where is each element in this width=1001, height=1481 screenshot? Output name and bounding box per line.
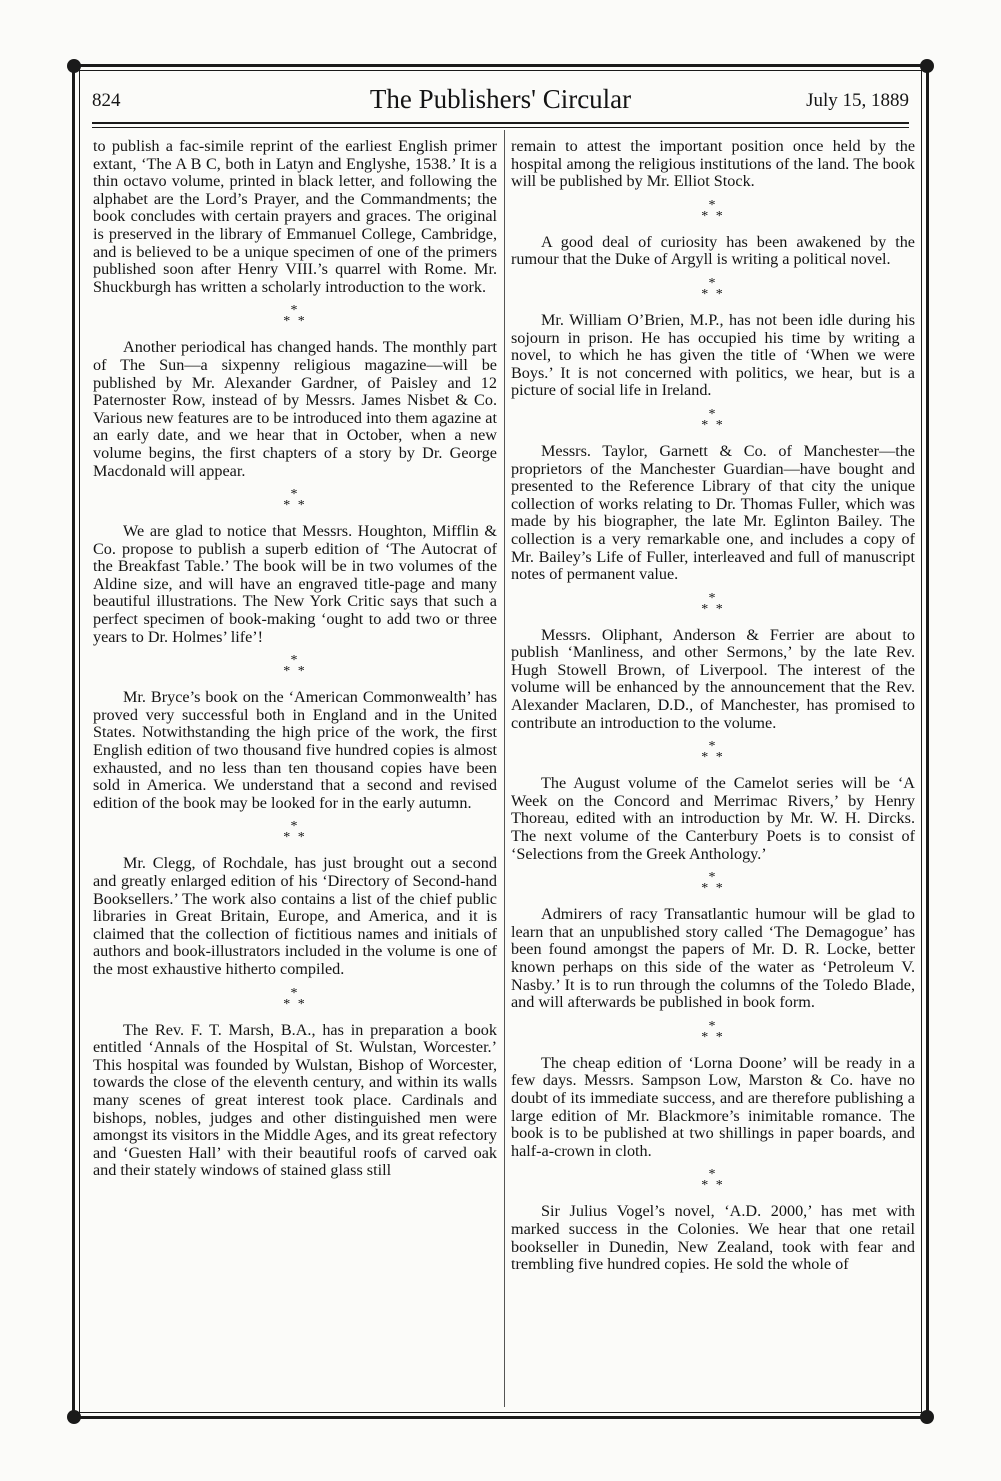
corner-ornament-top-right bbox=[920, 59, 934, 73]
paragraph: Mr. Bryce’s book on the ‘American Commonwealth’ has proved very successful both in England and in the United States. Notwithstanding the high price of the work, the first English edition of two thousand five hundred copies is almost exhausted, and no less than ten thousand copies have been sold in America. We understand that a second and revised edition of the book may be looked for in the early autumn. bbox=[93, 688, 497, 812]
bottom-rule bbox=[70, 1412, 931, 1413]
section-separator: * * * bbox=[701, 197, 725, 224]
issue-date: July 15, 1889 bbox=[806, 90, 909, 111]
section-separator: * * * bbox=[701, 590, 725, 617]
paragraph: Mr. Clegg, of Rochdale, has just brought out a second and greatly enlarged edition of his ‘Directory of Second-hand Booksellers.’ The work also contains a list of the chief public libraries in Great Britain, Europe, and America, and it is claimed that the collection of fictitious names and initials of authors and book-illustrators included in the volume is one of the most exhaustive hitherto compiled. bbox=[93, 854, 497, 978]
top-rule bbox=[70, 64, 931, 67]
paragraph: Sir Julius Vogel’s novel, ‘A.D. 2000,’ has met with marked success in the Colonies. We hear that one retail bookseller in Dunedin, New Zealand, took with fear and trembling five hundred copies. He sold the whole of bbox=[511, 1202, 915, 1274]
paragraph: The cheap edition of ‘Lorna Doone’ will be ready in a few days. Messrs. Sampson Low, Marston & Co. have no doubt of its immediate success, and are therefore publishing a large edition of Mr. Blackmore’s inimitable romance. The book is to be published at two shillings in paper boards, and half-a-crown in cloth. bbox=[511, 1053, 915, 1160]
section-separator: * * * bbox=[283, 303, 307, 330]
paragraph: The Rev. F. T. Marsh, B.A., has in preparation a book entitled ‘Annals of the Hospital of St. Wulstan, Worcester.’ This hospital was founded by Wulstan, Bishop of Worcester, towards the close of the eleventh century, and within its walls many scenes of great interest took place. Cardinals and bishops, nobles, judges and other distinguished men were amongst its visitors in the Middle Ages, and its great refectory and ‘Guesten Hall’ with their beautiful roofs of carved oak and their stately windows of stained glass still bbox=[93, 1020, 497, 1180]
section-separator: * * * bbox=[701, 406, 725, 433]
right-border-thin bbox=[921, 64, 922, 1419]
section-separator: * * * bbox=[701, 870, 725, 897]
bottom-rule-thick bbox=[70, 1416, 931, 1419]
section-separator: * * * bbox=[701, 275, 725, 302]
page-title: The Publishers' Circular bbox=[369, 84, 632, 114]
corner-ornament-bottom-right bbox=[920, 1410, 934, 1424]
paragraph: We are glad to notice that Messrs. Houghton, Mifflin & Co. propose to publish a superb edition of ‘The Autocrat of the Breakfast Table.’ The book will be in two volumes of the Aldine size, and will have an engraved title-page and many beautiful illustrations. The New York Critic says that such a perfect specimen of book-making ‘ought to add two or three years to Dr. Holmes’ life’! bbox=[93, 522, 497, 646]
right-column bbox=[511, 138, 915, 1274]
left-border-thin bbox=[79, 64, 80, 1419]
running-header bbox=[92, 84, 909, 118]
paragraph: Admirers of racy Transatlantic humour will be glad to learn that an unpublished story called ‘The Demagogue’ has been found amongst the papers of Mr. D. R. Locke, better known perhaps on this side of the water as ‘Petroleum V. Nasby.’ It is to run through the columns of the Toledo Blade, and will afterwards be published in book form. bbox=[511, 905, 915, 1012]
section-separator: * * * bbox=[283, 653, 307, 680]
section-separator: * * * bbox=[701, 1018, 725, 1045]
paragraph: Messrs. Taylor, Garnett & Co. of Manchester—the proprietors of the Manchester Guardian—have bought and presented to the Reference Library of that city the unique collection of works relating to Dr. Thomas Fuller, which was made by his biographer, the late Mr. Eglinton Bailey. The collection is a very remarkable one, and includes a copy of Mr. Bailey’s Life of Fuller, interleaved and full of manuscript notes of permanent value. bbox=[511, 441, 915, 584]
section-separator: * * * bbox=[701, 739, 725, 766]
paragraph: remain to attest the important position once held by the hospital among the religious institutions of the land. The book will be published by Mr. Elliot Stock. bbox=[511, 137, 915, 191]
right-border bbox=[926, 64, 929, 1419]
column-divider bbox=[504, 130, 505, 1407]
paragraph: Another periodical has changed hands. The monthly part of The Sun—a sixpenny religious magazine—will be published by Mr. Alexander Gardner, of Paisley and 12 Paternoster Row, instead of by Messrs. James Nisbet & Co. Various new features are to be introduced into them agazine at an early date, and we hear that in October, when a new volume begins, the first chapters of a story by Dr. George Macdonald will appear. bbox=[93, 338, 497, 480]
section-separator: * * * bbox=[283, 487, 307, 514]
corner-ornament-top-left bbox=[67, 59, 81, 73]
left-border bbox=[72, 64, 75, 1419]
section-separator: * * * bbox=[283, 985, 307, 1012]
paragraph: A good deal of curiosity has been awakened by the rumour that the Duke of Argyll is writing a political novel. bbox=[511, 232, 915, 269]
corner-ornament-bottom-left bbox=[67, 1410, 81, 1424]
header-rule-thin bbox=[92, 127, 909, 128]
top-rule-thin bbox=[70, 70, 931, 71]
paragraph: to publish a fac-simile reprint of the earliest English primer extant, ‘The A B C, both in Latyn and Englyshe, 1538.’ It is a thin octavo volume, printed in black letter, and following the alphabet are the Lord’s Prayer, and the Commandments; the book concludes with certain prayers and graces. The original is preserved in the library of Emmanuel College, Cambridge, and is believed to be a unique specimen of one of the primers published soon after Henry VIII.’s quarrel with Rome. Mr. Shuckburgh has written a scholarly introduction to the work. bbox=[93, 137, 497, 296]
paragraph: Messrs. Oliphant, Anderson & Ferrier are about to publish ‘Manliness, and other Sermons,’ by the late Rev. Hugh Stowell Brown, of Liverpool. The interest of the volume will be enhanced by the announcement that the Rev. Alexander Maclaren, D.D., of Manchester, has promised to contribute an introduction to the volume. bbox=[511, 625, 915, 732]
header-rule bbox=[92, 122, 909, 124]
page-number: 824 bbox=[92, 90, 121, 111]
paragraph: The August volume of the Camelot series will be ‘A Week on the Concord and Merrimac Rivers,’ by Henry Thoreau, edited with an introduction by Mr. W. H. Dircks. The next volume of the Canterbury Poets is to consist of ‘Selections from the Greek Anthology.’ bbox=[511, 774, 915, 863]
section-separator: * * * bbox=[283, 819, 307, 846]
section-separator: * * * bbox=[701, 1167, 725, 1194]
left-column bbox=[93, 138, 497, 1180]
paragraph: Mr. William O’Brien, M.P., has not been idle during his sojourn in prison. He has occupied his time by writing a novel, to which he has given the title of ‘When we were Boys.’ It is not concerned with politics, we hear, but is a picture of social life in Ireland. bbox=[511, 310, 915, 400]
